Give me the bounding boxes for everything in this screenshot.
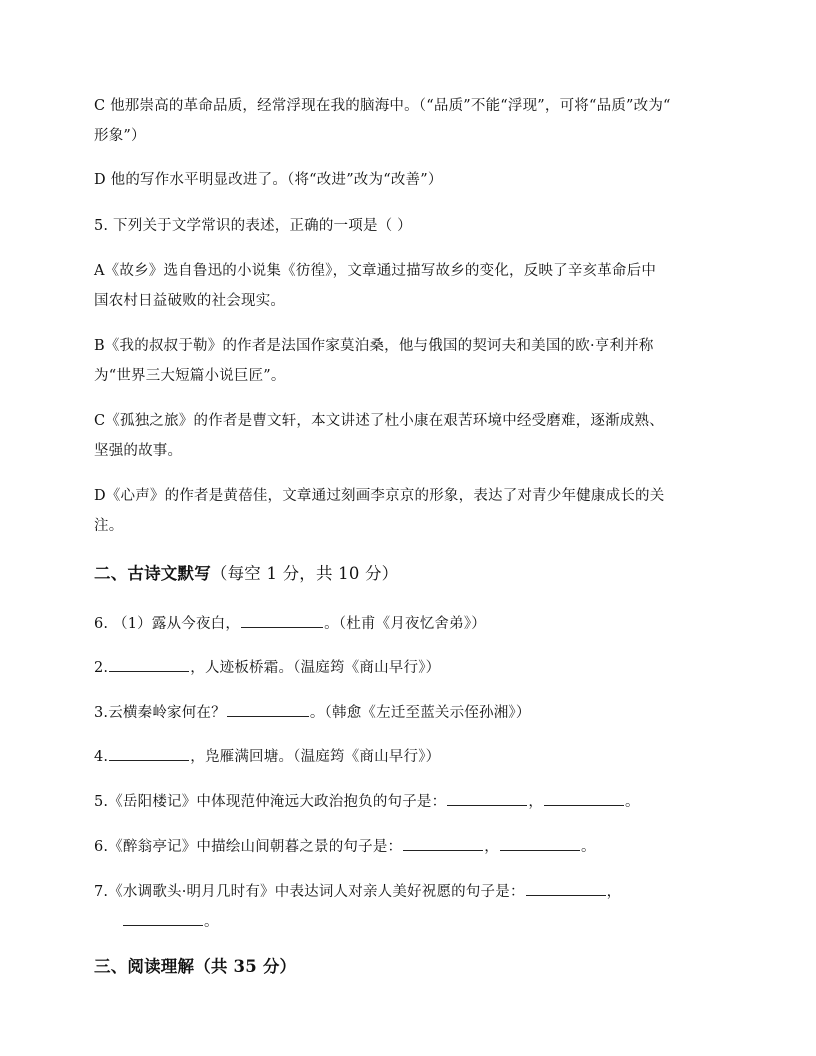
poem-6-prompt: 6.《醉翁亭记》中描绘山间朝暮之景的句子是： xyxy=(94,839,403,855)
poem-line-2 xyxy=(94,656,440,678)
answer-blank[interactable] xyxy=(241,612,323,628)
period: 。 xyxy=(625,794,640,810)
poem-4-number: 4. xyxy=(94,749,109,765)
comma: ， xyxy=(528,794,544,810)
option-b-line-1: B《我的叔叔于勒》的作者是法国作家莫泊桑，他与俄国的契诃夫和美国的欧·亨利并称 xyxy=(94,338,654,354)
poem-line-4 xyxy=(94,745,440,767)
poem-5-prompt: 5.《岳阳楼记》中体现范仲淹远大政治抱负的句子是： xyxy=(94,794,447,810)
answer-blank[interactable] xyxy=(526,880,606,896)
period: 。 xyxy=(580,839,596,855)
option-c2-line-1: C《孤独之旅》的作者是曹文轩，本文讲述了杜小康在艰苦环境中经受磨难，逐渐成熟、 xyxy=(94,413,664,429)
poem-3-prompt: 3.云横秦岭家何在？ xyxy=(94,705,226,721)
section-3-heading xyxy=(94,957,296,977)
poem-line-3 xyxy=(94,701,531,723)
option-b-line-2: 为“世界三大短篇小说巨匠”。 xyxy=(94,368,286,384)
answer-blank[interactable] xyxy=(544,790,624,806)
option-a-line-2: 国农村日益破败的社会现实。 xyxy=(94,293,286,309)
poem-2-text: ，人迹板桥霜。（温庭筠《商山早行》） xyxy=(190,660,441,676)
option-a-line-1: A《故乡》选自鲁迅的小说集《彷徨》，文章通过描写故乡的变化，反映了辛亥革命后中 xyxy=(94,263,657,279)
comma: ， xyxy=(606,884,622,900)
poem-line-1 xyxy=(94,612,486,634)
option-d2-line-2: 注。 xyxy=(94,518,124,534)
section-3-note: （共 35 分） xyxy=(194,957,297,976)
poem-line-7-cont xyxy=(122,910,219,932)
poem-line-7 xyxy=(94,880,621,902)
poem-1-source: 。（杜甫《月夜忆舍弟》） xyxy=(324,616,486,632)
comma: ， xyxy=(484,839,499,855)
option-c-line-1: C 他那崇高的革命品质，经常浮现在我的脑海中。（“品质”不能“浮现”，可将“品质”改为“ xyxy=(94,98,671,114)
poem-2-number: 2. xyxy=(94,660,109,676)
period: 。 xyxy=(204,914,219,930)
section-2-title: 二、古诗文默写 xyxy=(94,564,211,583)
poem-3-source: 。（韩愈《左迁至蓝关示侄孙湘》） xyxy=(309,705,531,721)
answer-blank[interactable] xyxy=(109,656,189,672)
option-c-line-2: 形象”） xyxy=(94,128,146,144)
answer-blank[interactable] xyxy=(109,745,189,761)
answer-blank[interactable] xyxy=(227,701,309,717)
answer-blank[interactable] xyxy=(403,835,483,851)
poem-line-5 xyxy=(94,790,640,812)
option-c2-line-2: 坚强的故事。 xyxy=(94,443,183,459)
section-2-note: （每空 1 分，共 10 分） xyxy=(210,564,399,583)
poem-line-6 xyxy=(94,835,596,857)
option-d-line: D 他的写作水平明显改进了。（将“改进”改为“改善”） xyxy=(94,172,443,188)
question-5: 5. 下列关于文学常识的表述，正确的一项是（ ） xyxy=(94,218,412,234)
poem-1-prompt: 6. （1）露从今夜白， xyxy=(94,616,241,632)
option-d2-line-1: D《心声》的作者是黄蓓佳，文章通过刻画李京京的形象，表达了对青少年健康成长的关 xyxy=(94,488,665,504)
section-3-title: 三、阅读理解 xyxy=(94,957,195,976)
answer-blank[interactable] xyxy=(123,910,203,926)
answer-blank[interactable] xyxy=(500,835,580,851)
answer-blank[interactable] xyxy=(447,790,527,806)
poem-7-prompt: 7.《水调歌头·明月几时有》中表达词人对亲人美好祝愿的句子是： xyxy=(94,884,525,900)
section-2-heading xyxy=(94,564,398,584)
poem-4-text: ，凫雁满回塘。（温庭筠《商山早行》） xyxy=(190,749,441,765)
